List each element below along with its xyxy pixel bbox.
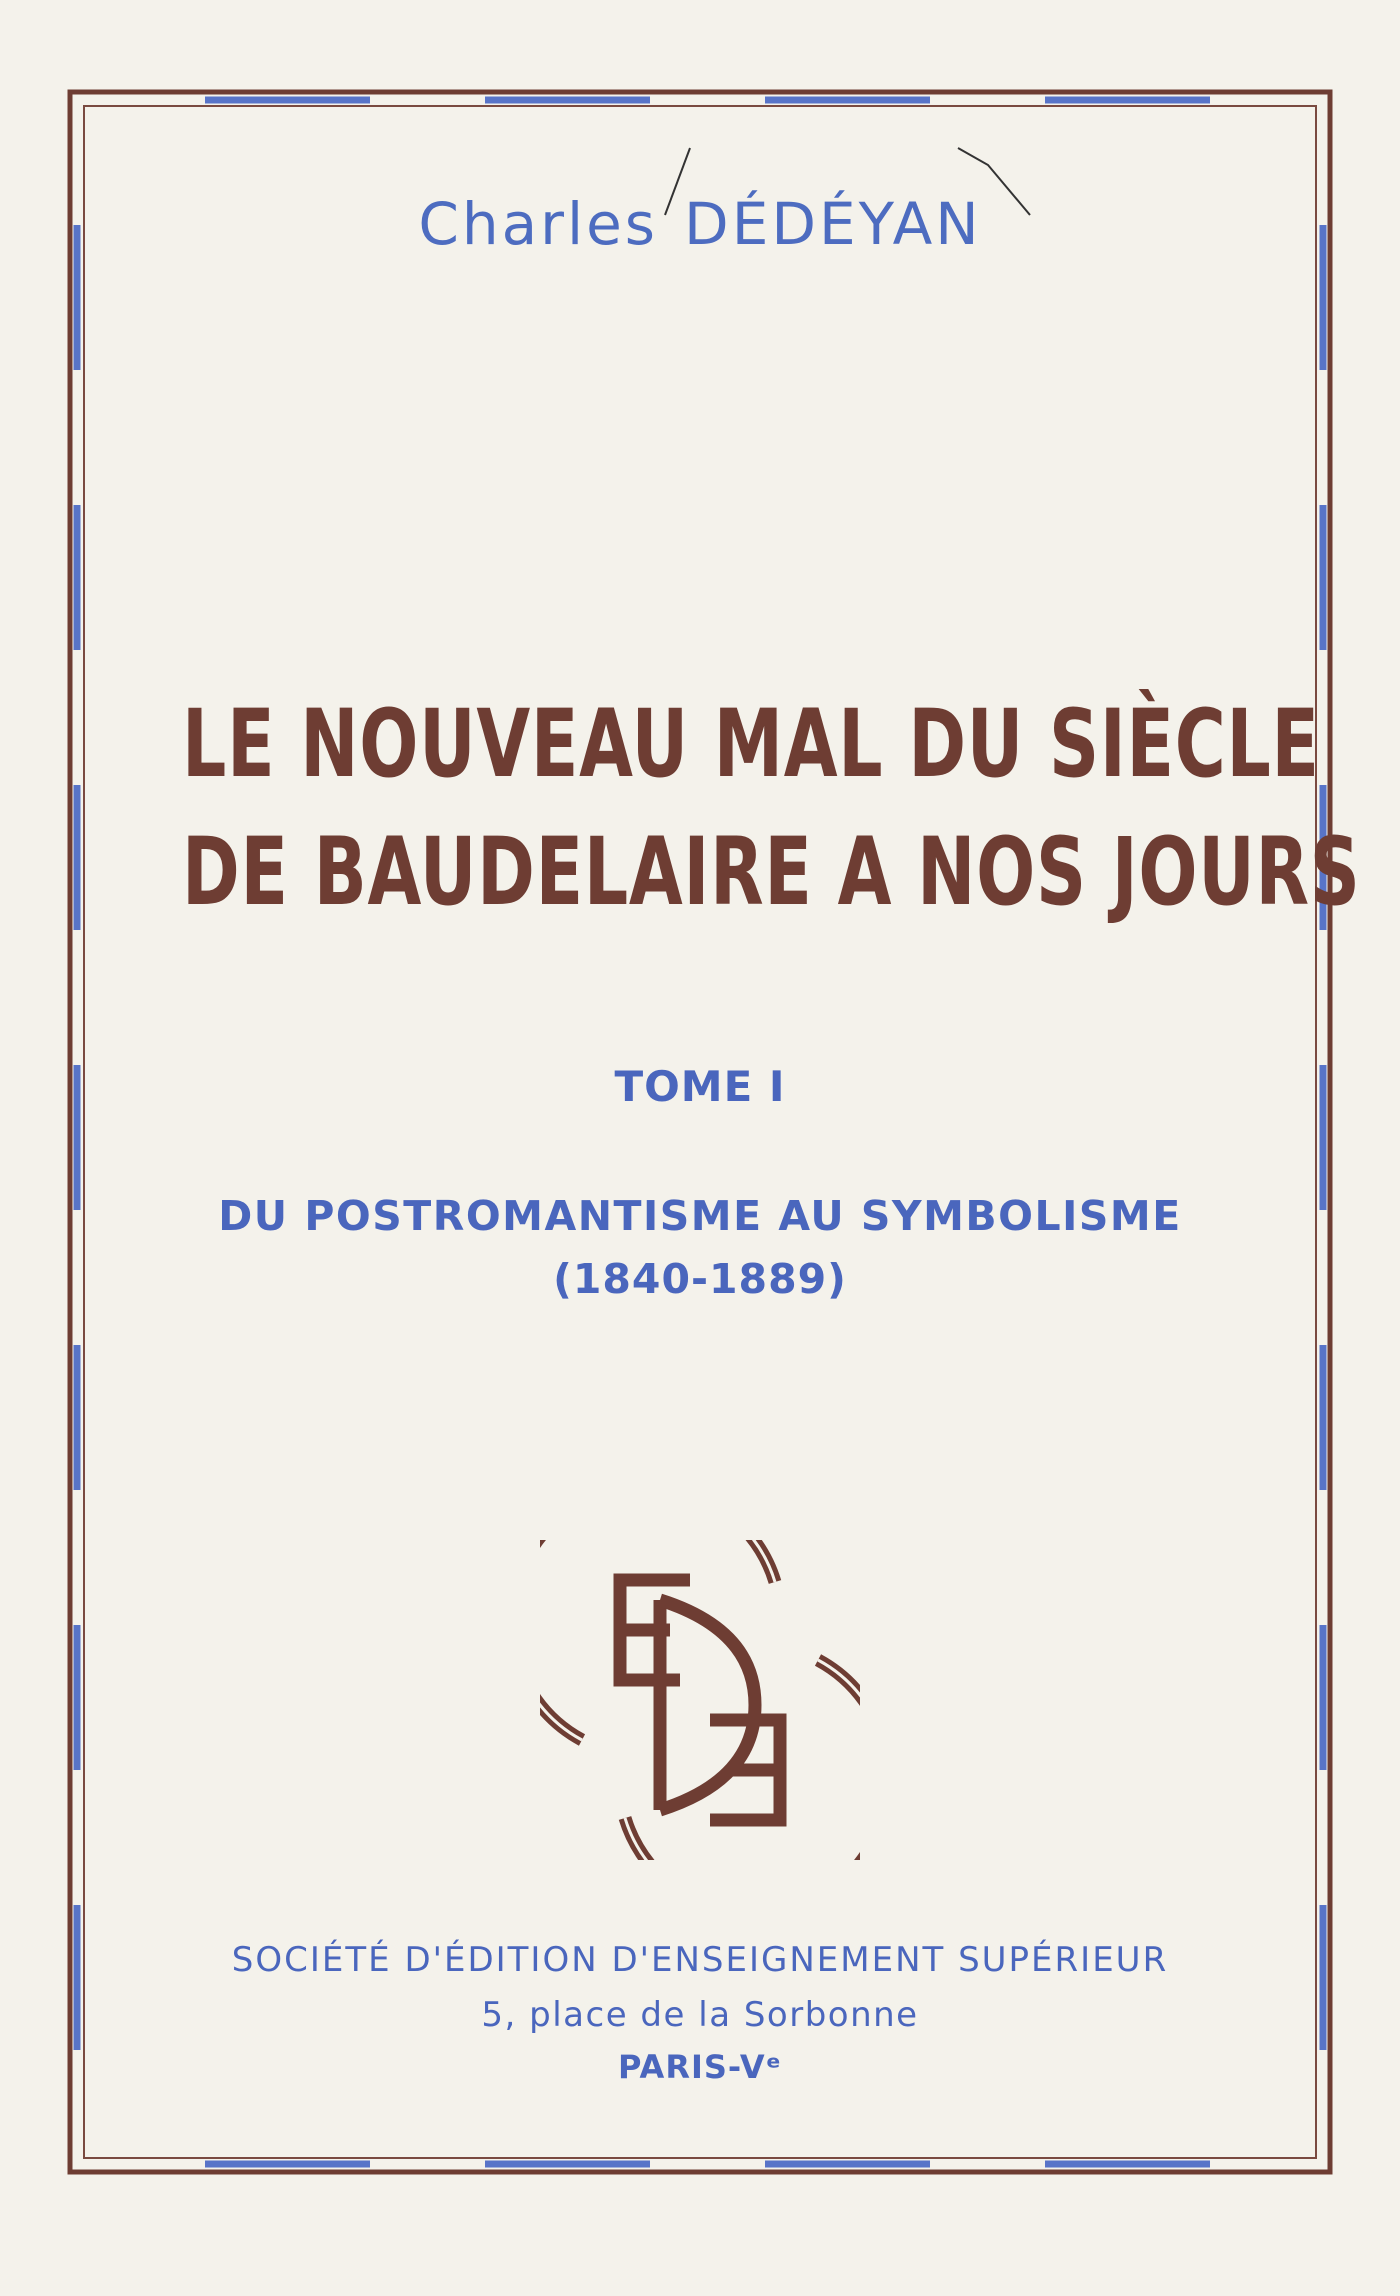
volume-label: TOME I	[614, 1062, 786, 1111]
sedes-logo-icon	[540, 1540, 860, 1860]
publisher-name: SOCIÉTÉ D'ÉDITION D'ENSEIGNEMENT SUPÉRIEUR	[231, 1940, 1169, 1980]
author-last-name: DÉDÉYAN	[684, 190, 982, 258]
title-line-2: DE BAUDELAIRE A NOS JOURS	[182, 818, 1361, 927]
author-name	[0, 190, 1400, 258]
subtitle: DU POSTROMANTISME AU SYMBOLISME	[218, 1192, 1182, 1240]
author-first-name: Charles	[418, 190, 659, 258]
date-range: (1840-1889)	[553, 1255, 847, 1303]
title-line-1: LE NOUVEAU MAL DU SIÈCLE	[182, 690, 1320, 799]
publisher-city: PARIS-Vᵉ	[618, 2048, 782, 2086]
publisher-address: 5, place de la Sorbonne	[481, 1995, 919, 2035]
